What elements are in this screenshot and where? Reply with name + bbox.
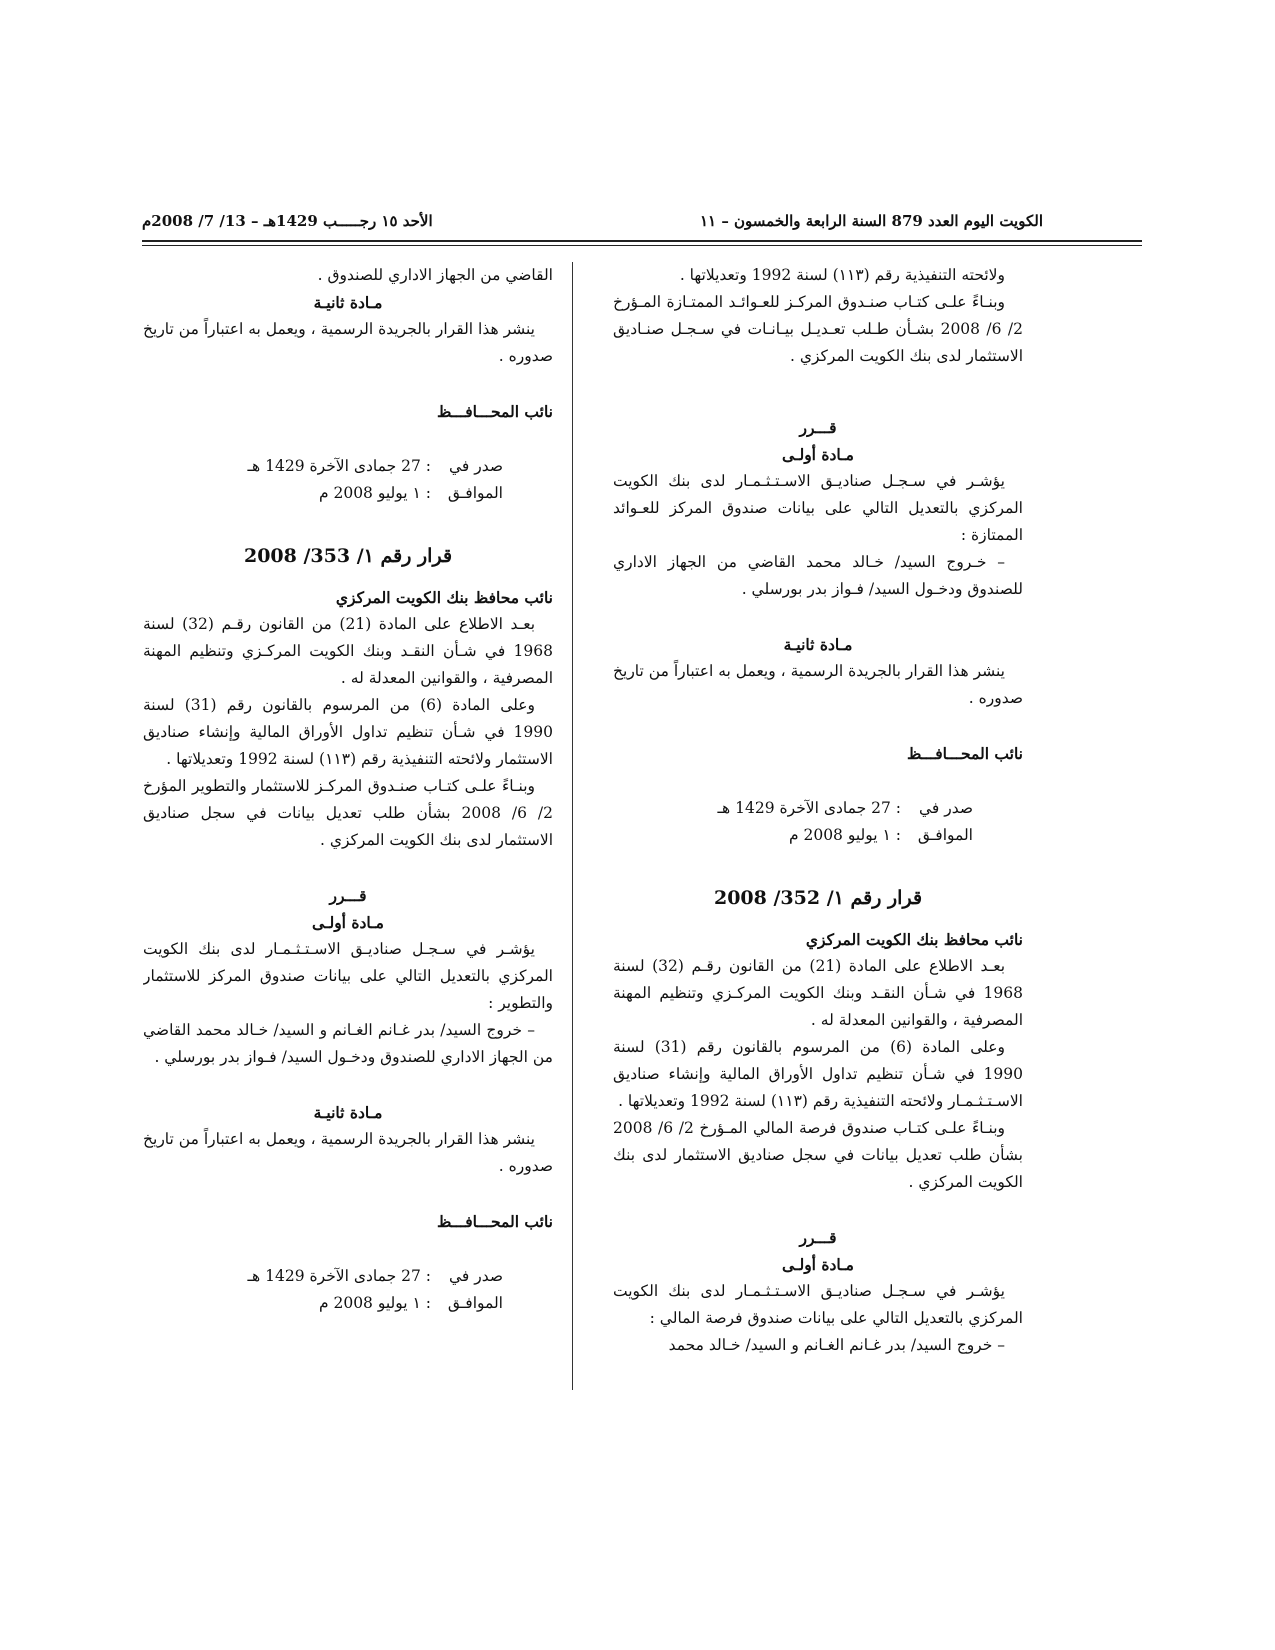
- decision-title: قرار رقم ١/ 352/ 2008: [713, 887, 923, 909]
- article-heading: مـادة ثانيـة: [313, 1103, 383, 1122]
- issue-date-block: [613, 795, 1023, 849]
- article-heading: مـادة أولـى: [782, 445, 854, 464]
- article-heading: مـادة أولـى: [782, 1255, 854, 1274]
- list-item: – خروج السيد/ بدر غـانم الغـانم و السيد/ خـالد محمد القاضي من الجهاز الاداري للصندوق ودخـول السيد/ فـواز بدر بورسلي .: [143, 1021, 553, 1066]
- signature: نائب المحـــافـــظ: [436, 402, 553, 421]
- paragraph: وعلى المادة (6) من المرسوم بالقانون رقم (31) لسنة 1990 في شـأن تنظيم تداول الأوراق المالية وإنشاء صناديق الاسـتـثـمـار ولائحته التنفيذية رقم (١١٣) لسنة 1992 وتعديلاتها .: [613, 1038, 1023, 1110]
- paragraph: وبنـاءً علـى كتـاب صنـدوق المركـز للاستثمار والتطوير المؤرخ 2/ 6/ 2008 بشأن طلب تعديل بيانات في سجل صناديق الاستثمار لدى بنك الكويت المركزي .: [143, 777, 553, 849]
- corresponding-label: الموافـق: [447, 1294, 503, 1312]
- column-divider: [572, 262, 573, 1390]
- decision-title: قرار رقم ١/ 353/ 2008: [243, 545, 453, 567]
- issuing-authority: نائب محافظ بنك الكويت المركزي: [805, 930, 1023, 949]
- corresponding-value: : ١ يوليو 2008 م: [318, 484, 431, 502]
- issued-value: : 27 جمادى الآخرة 1429 هـ: [247, 1267, 431, 1285]
- article-heading: مـادة ثانيـة: [783, 635, 853, 654]
- left-column: [143, 262, 553, 1392]
- issued-label: صدر في: [448, 457, 503, 475]
- issuing-authority: نائب محافظ بنك الكويت المركزي: [335, 588, 553, 607]
- header-date: الأحد ١٥ رجـــــب 1429هـ – 13/ 7/ 2008م: [142, 212, 433, 230]
- issued-value: : 27 جمادى الآخرة 1429 هـ: [247, 457, 431, 475]
- signature: نائب المحـــافـــظ: [436, 1212, 553, 1231]
- paragraph: ينشر هذا القرار بالجريدة الرسمية ، ويعمل به اعتباراً من تاريخ صدوره .: [613, 662, 1023, 707]
- header-rule-thick: [142, 240, 1142, 242]
- paragraph: وبنـاءً علـى كتـاب صنـدوق المركـز للعـوائـد الممتـازة المـؤرخ 2/ 6/ 2008 بشـأن طـلب تعـديـل بيـانـات في سـجـل صنـاديق الاستثمار لدى بنك الكويت المركزي .: [613, 293, 1023, 365]
- header-rule-thin: [142, 245, 1142, 246]
- header-issue-info: الكويت اليوم العدد 879 السنة الرابعة والخمسون – ١١: [699, 212, 1043, 230]
- paragraph: يؤشـر في سـجـل صناديـق الاسـتـثـمـار لدى بنك الكويت المركزي بالتعديل التالي على بيانات صندوق المركز للاستثمار والتطوير :: [143, 940, 553, 1012]
- paragraph: بعـد الاطلاع على المادة (21) من القانون رقـم (32) لسنة 1968 في شـأن النقـد وبنك الكويت المركـزي وتنظيم المهنة المصرفية ، والقوانين المعدلة له .: [613, 957, 1023, 1029]
- corresponding-value: : ١ يوليو 2008 م: [788, 826, 901, 844]
- issued-label: صدر في: [918, 799, 973, 817]
- paragraph: ولائحته التنفيذية رقم (١١٣) لسنة 1992 وتعديلاتها .: [679, 266, 1005, 284]
- paragraph: القاضي من الجهاز الاداري للصندوق .: [317, 266, 553, 284]
- article-heading: مـادة أولـى: [312, 913, 384, 932]
- decided-heading: قـــرر: [799, 1228, 837, 1247]
- issue-date-block: [143, 1263, 553, 1317]
- issued-label: صدر في: [448, 1267, 503, 1285]
- corresponding-label: الموافـق: [917, 826, 973, 844]
- list-item: – خروج السيد/ بدر غـانم الغـانم و السيد/ خـالد محمد: [668, 1336, 1005, 1354]
- paragraph: وعلى المادة (6) من المرسوم بالقانون رقم (31) لسنة 1990 في شـأن تنظيم تداول الأوراق المالية وإنشاء صناديق الاستثمار ولائحته التنفيذية رقم (١١٣) لسنة 1992 وتعديلاتها .: [143, 696, 553, 768]
- issued-value: : 27 جمادى الآخرة 1429 هـ: [717, 799, 901, 817]
- list-item: – خـروج السيد/ خـالد محمد القاضي من الجهاز الاداري للصندوق ودخـول السيد/ فـواز بدر بورسلي .: [613, 553, 1023, 598]
- paragraph: يؤشـر في سـجـل صناديـق الاسـتـثـمـار لدى بنك الكويت المركزي بالتعديل التالي على بيانات صندوق المركز للعـوائد الممتازة :: [613, 472, 1023, 544]
- corresponding-label: الموافـق: [447, 484, 503, 502]
- paragraph: ينشر هذا القرار بالجريدة الرسمية ، ويعمل به اعتباراً من تاريخ صدوره .: [143, 1130, 553, 1175]
- corresponding-value: : ١ يوليو 2008 م: [318, 1294, 431, 1312]
- issue-date-block: [143, 453, 553, 507]
- paragraph: بعـد الاطلاع على المادة (21) من القانون رقـم (32) لسنة 1968 في شـأن النقـد وبنك الكويت المركـزي وتنظيم المهنة المصرفية ، والقوانين المعدلة له .: [143, 615, 553, 687]
- signature: نائب المحـــافـــظ: [906, 744, 1023, 763]
- paragraph: وبنـاءً علـى كتـاب صندوق فرصة المالي المـؤرخ 2/ 6/ 2008 بشأن طلب تعديل بيانات في سجل صناديق الاستثمار لدى بنك الكويت المركزي .: [613, 1119, 1023, 1191]
- article-heading: مـادة ثانيـة: [313, 293, 383, 312]
- decided-heading: قـــرر: [329, 886, 367, 905]
- paragraph: يؤشـر في سـجـل صناديـق الاسـتـثـمـار لدى بنك الكويت المركزي بالتعديل التالي على بيانات صندوق فرصة المالي :: [613, 1282, 1023, 1327]
- right-column: [613, 262, 1023, 1392]
- paragraph: ينشر هذا القرار بالجريدة الرسمية ، ويعمل به اعتباراً من تاريخ صدوره .: [143, 320, 553, 365]
- decided-heading: قـــرر: [799, 418, 837, 437]
